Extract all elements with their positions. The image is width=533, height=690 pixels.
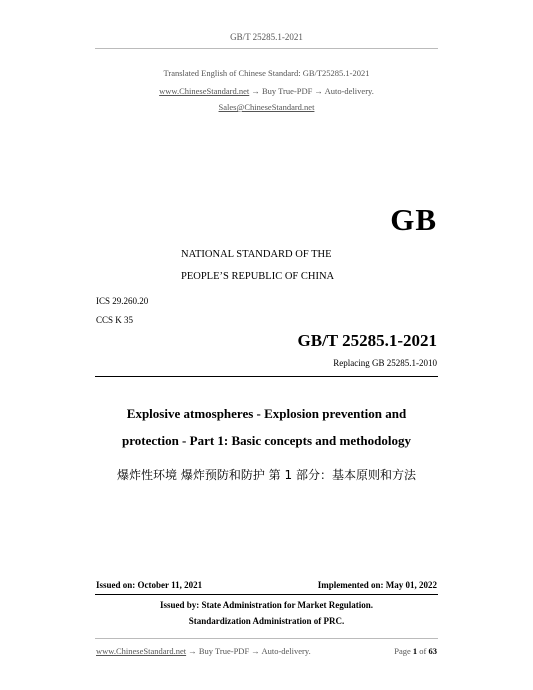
page-label: Page [394, 646, 411, 656]
purchase-text: → Buy True-PDF → Auto-delivery. [249, 86, 374, 96]
page-indicator [394, 646, 437, 656]
chinese-title: 爆炸性环境 爆炸预防和防护 第 1 部分：基本原则和方法 [117, 468, 416, 482]
implemented-date: Implemented on: May 01, 2022 [317, 580, 437, 590]
replacing-note: Replacing GB 25285.1-2010 [333, 358, 437, 368]
issuing-authority: Issued by: State Administration for Market Regulation. [159, 600, 374, 610]
footer-purchase-text: → Buy True-PDF → Auto-delivery. [186, 646, 311, 656]
site-link[interactable]: www.ChineseStandard.net [159, 86, 250, 96]
standard-number: GB/T 25285.1-2021 [297, 331, 437, 350]
header-divider [95, 48, 438, 49]
purchase-line [0, 86, 533, 96]
title-divider [95, 376, 438, 377]
email-line [0, 102, 533, 112]
issued-date: Issued on: October 11, 2021 [96, 580, 203, 590]
dates-divider [95, 594, 438, 595]
email-link[interactable]: Sales@ChineseStandard.net [218, 102, 315, 112]
national-standard-heading: NATIONAL STANDARD OF THE [181, 249, 332, 260]
gb-logo: GB [390, 202, 437, 237]
title-line-1: Explosive atmospheres - Explosion prevention and [126, 406, 407, 421]
page-current: 1 [412, 646, 418, 656]
footer-purchase-line [96, 646, 311, 656]
footer-divider [95, 638, 438, 639]
page-of: of [419, 646, 427, 656]
title-line-2: protection - Part 1: Basic concepts and methodology [122, 433, 411, 448]
translation-note: Translated English of Chinese Standard: GB/T25285.1-2021 [163, 68, 370, 78]
page-total: 63 [428, 646, 437, 656]
footer-site-link[interactable]: www.ChineseStandard.net [96, 646, 187, 656]
running-header: GB/T 25285.1-2021 [230, 32, 303, 42]
republic-heading: PEOPLE’S REPUBLIC OF CHINA [181, 271, 335, 282]
ccs-code: CCS K 35 [96, 315, 134, 325]
ics-code: ICS 29.260.20 [96, 296, 149, 306]
standardization-authority: Standardization Administration of PRC. [188, 616, 345, 626]
